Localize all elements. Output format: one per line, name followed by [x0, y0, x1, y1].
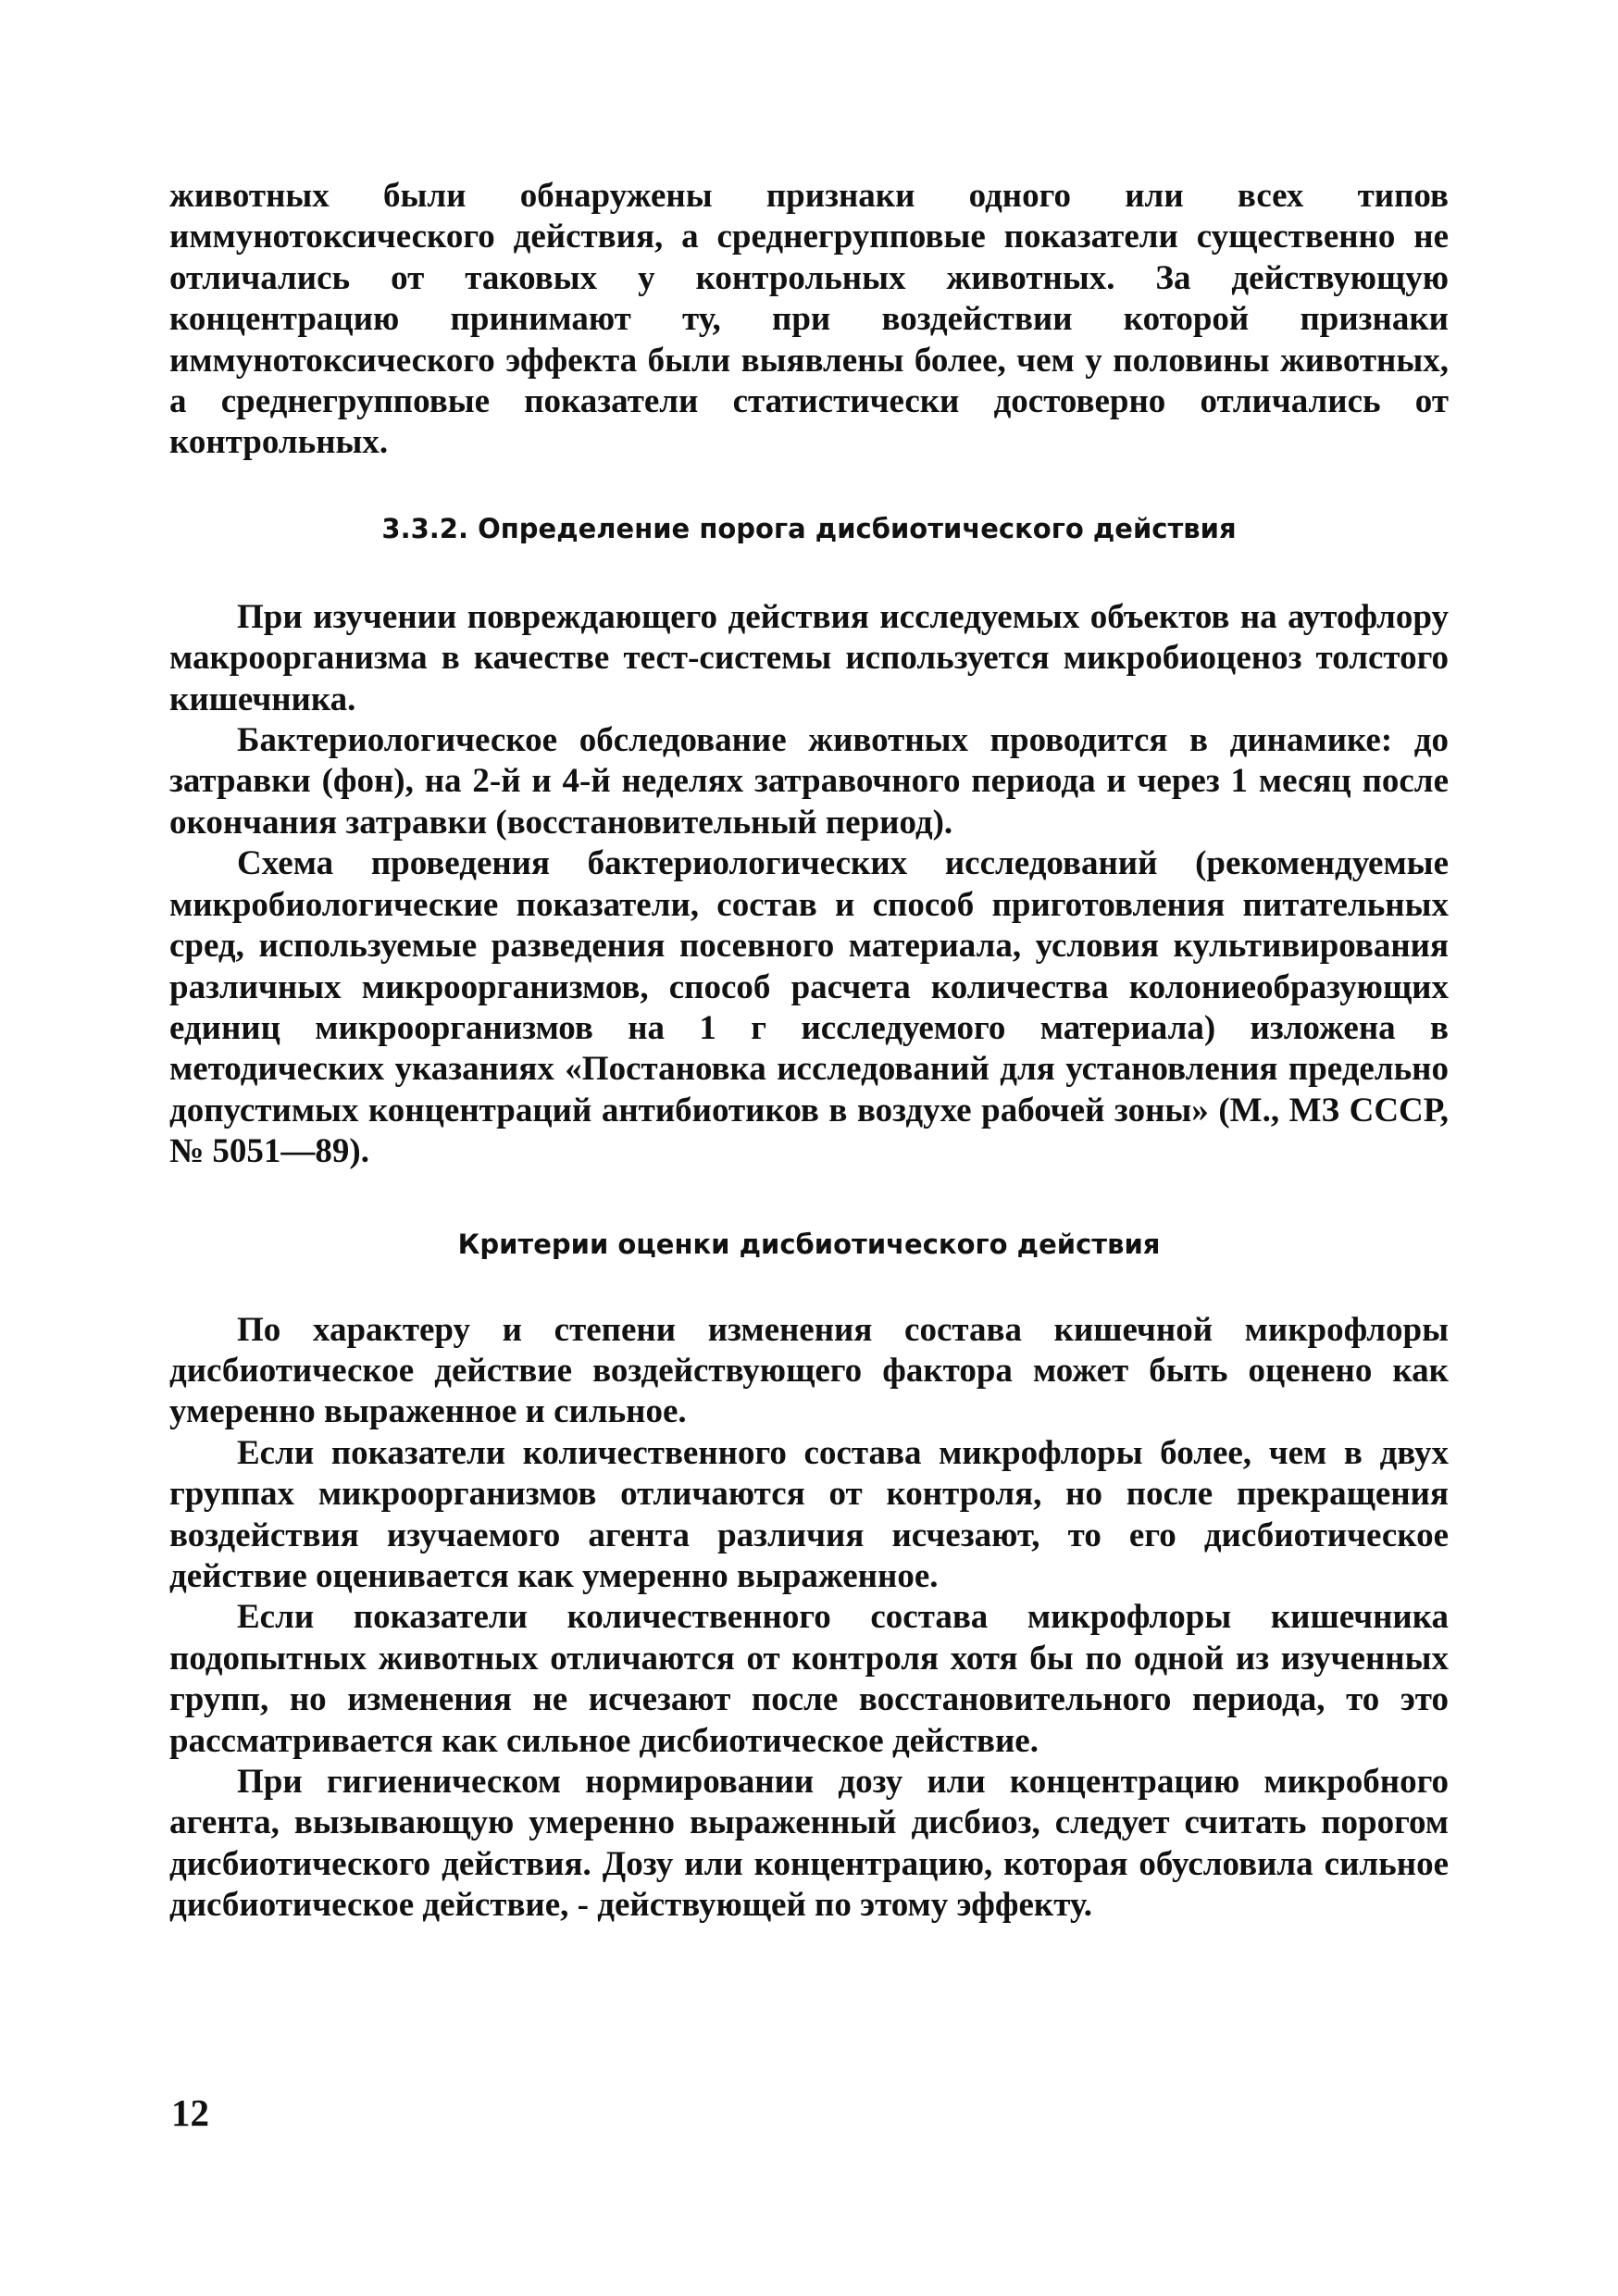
page-number: 12 [171, 2091, 209, 2134]
section-heading: 3.3.2. Определение порога дисбиотического действия [381, 512, 1237, 544]
paragraph: Бактериологическое обследование животных проводится в динамике: до затравки (фон), на 2-й и 4-й неделях затравочного периода и через 1 месяц после окончания затравки (восстановительный период). [169, 721, 1449, 842]
paragraph: Если показатели количественного состава микрофлоры кишечника подопытных животных отличаются от контроля хотя бы по одной из изученных групп, но изменения не исчезают после восстановительного периода, то это рассматривается как сильное дисбиотическое действие. [169, 1598, 1449, 1760]
criteria-heading: Критерии оценки дисбиотического действия [457, 1228, 1161, 1260]
document-page [169, 176, 1449, 1927]
paragraph: Если показатели количественного состава микрофлоры более, чем в двух группах микроорганизмов отличаются от контроля, но после прекращения воздействия изучаемого агента различия исчезают, то его дисбиотическое действие оценивается как умеренно выраженное. [169, 1433, 1449, 1595]
paragraph: При изучении повреждающего действия исследуемых объектов на аутофлору макроорганизма в качестве тест-системы используется микробиоценоз толстого кишечника. [169, 597, 1449, 718]
paragraph: Схема проведения бактериологических исследований (рекомендуемые микробиологические показатели, состав и способ приготовления питательных сред, используемые разведения посевного материала, условия культивирования различных микроорганизмов, способ расчета количества колониеобразующих единиц микроорганизмов на 1 г исследуемого материала) изложена в методических указаниях «Постановка исследований для установления предельно допустимых концентраций антибиотиков в воздухе рабочей зоны» (М., МЗ СССР, № 5051—89). [169, 844, 1449, 1171]
paragraph: По характеру и степени изменения состава кишечной микрофлоры дисбиотическое действие воздействующего фактора может быть оценено как умеренно выраженное и сильное. [169, 1310, 1449, 1431]
paragraph: При гигиеническом нормировании дозу или концентрацию микробного агента, вызывающую умеренно выраженный дисбиоз, следует считать порогом дисбиотического действия. Дозу или концентрацию, которая обусловила сильное дисбиотическое действие, - действующей по этому эффекту. [169, 1763, 1449, 1925]
paragraph-continuation: животных были обнаружены признаки одного или всех типов иммунотоксического действия, а среднегрупповые показатели существенно не отличались от таковых у контрольных животных. За действующую концентрацию принимают ту, при воздействии которой признаки иммунотоксического эффекта были выявлены более, чем у половины животных, а среднегрупповые показатели статистически достоверно отличались от контрольных. [169, 177, 1449, 462]
